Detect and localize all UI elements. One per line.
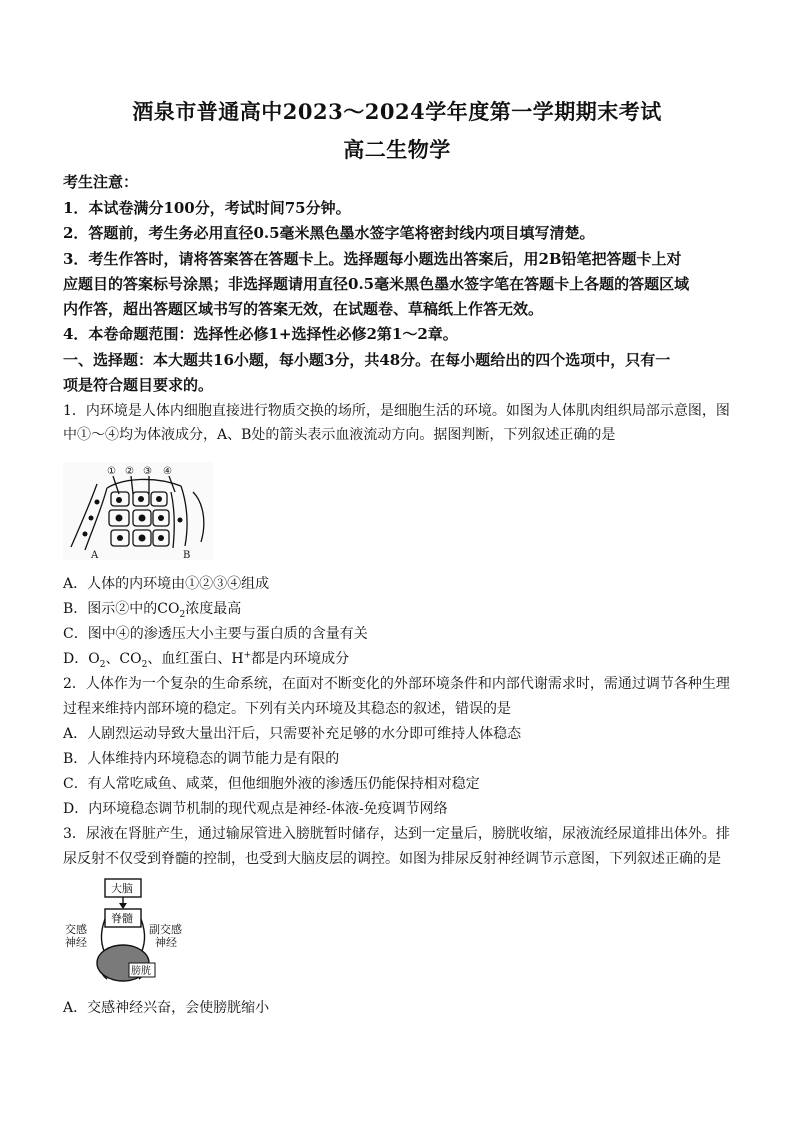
notice-item-3-cont-2: 内作答，超出答题区域书写的答案无效，在试题卷、草稿纸上作答无效。: [63, 300, 544, 318]
blood-cell: [89, 516, 94, 521]
q2-stem-line-2: 过程来维持内部环境的稳定。下列有关内环境及其稳态的叙述，错误的是: [63, 701, 511, 717]
q1-stem-line-1: 1．内环境是人体内细胞直接进行物质交换的场所，是细胞生活的环境。如图为人体肌肉组织局部示意图，图: [63, 403, 730, 419]
q2-option-c: C．有人常吃咸鱼、咸菜，但他细胞外液的渗透压仍能保持相对稳定: [63, 776, 480, 792]
q1-option-d-text-4: 都是内环境成分: [251, 651, 350, 667]
label-brain: 大脑: [111, 882, 133, 895]
cell-nucleus: [158, 515, 164, 521]
q1-option-b: [63, 599, 241, 619]
muscle-tissue-figure: [63, 462, 213, 560]
cell-nucleus: [156, 496, 162, 502]
q1-stem-line-2: 中①～④均为体液成分，A、B处的箭头表示血液流动方向。据图判断，下列叙述正确的是: [63, 427, 616, 443]
cell-nucleus: [139, 535, 146, 542]
notice-item-3-cont-1: 应题目的答案标号涂黑；非选择题请用直径0.5毫米黑色墨水签字笔在答题卡上各题的答题区域: [63, 275, 690, 293]
label-bladder: 膀胱: [131, 966, 151, 977]
q3-stem-line-1: 3．尿液在肾脏产生，通过输尿管进入膀胱暂时储存，达到一定量后，膀胱收缩，尿液流经尿道排出体外。排: [63, 826, 730, 842]
q1-option-a: A．人体的内环境由①②③④组成: [63, 576, 270, 592]
q1-option-d-sup: +: [243, 650, 252, 661]
label-2: ②: [125, 466, 134, 477]
label-parasympathetic-1: 副交感: [149, 923, 182, 936]
q2-option-d: D．内环境稳态调节机制的现代观点是神经-体液-免疫调节网络: [63, 801, 448, 817]
q1-option-d-text-2: 、CO: [105, 651, 142, 667]
label-sympathetic-2: 神经: [65, 936, 87, 949]
blood-cell: [178, 518, 183, 523]
notice-item-4: 4．本卷命题范围：选择性必修1+选择性必修2第1～2章。: [63, 325, 458, 343]
notice-item-3: 3．考生作答时，请将答案答在答题卡上。选择题每小题选出答案后，用2B铅笔把答题卡上对: [63, 250, 682, 268]
q1-option-b-sub: 2: [179, 609, 186, 620]
cell-nucleus: [138, 496, 144, 502]
q1-option-b-text-1: B．图示②中的CO: [63, 601, 180, 617]
q1-option-d-text-1: D．O: [63, 651, 100, 667]
notice-item-1: 1．本试卷满分100分，考试时间75分钟。: [63, 199, 351, 217]
notice-heading: 考生注意：: [63, 173, 139, 191]
q1-option-d-sub-2: 2: [141, 659, 148, 670]
label-3: ③: [143, 466, 152, 477]
arrow-down-icon: [119, 903, 127, 909]
label-b: B: [183, 550, 191, 560]
q1-option-d: [63, 649, 349, 669]
cell-nucleus: [116, 497, 122, 503]
cell-nucleus: [117, 535, 123, 541]
q2-option-a: A．人剧烈运动导致大量出汗后，只需要补充足够的水分即可维持人体稳态: [63, 726, 522, 742]
blood-cell: [83, 532, 88, 537]
label-a: A: [91, 550, 99, 560]
cell-nucleus: [139, 515, 146, 522]
label-spinal-cord: 脊髓: [111, 912, 133, 925]
label-1: ①: [107, 466, 116, 477]
figure-background: [63, 462, 213, 560]
exam-title: 酒泉市普通高中2023～2024学年度第一学期期末考试: [132, 99, 662, 124]
q3-option-a: A．交感神经兴奋，会使膀胱缩小: [63, 1000, 270, 1016]
q1-option-d-sub-1: 2: [99, 659, 106, 670]
micturition-reflex-figure: [63, 875, 203, 985]
section-header: 一、选择题：本大题共16小题，每小题3分，共48分。在每小题给出的四个选项中，只有一: [63, 351, 671, 369]
exam-subtitle: 高二生物学: [343, 137, 451, 162]
cell-nucleus: [116, 515, 123, 522]
label-parasympathetic-2: 神经: [155, 936, 177, 949]
q2-stem-line-1: 2．人体作为一个复杂的生命系统，在面对不断变化的外部环境条件和内部代谢需求时，需通过调节各种生理: [63, 676, 730, 692]
section-header-cont: 项是符合题目要求的。: [63, 376, 214, 394]
q1-option-d-text-3: 、血红蛋白、H: [147, 651, 244, 667]
cell-nucleus: [158, 535, 164, 541]
q1-option-c: C．图中④的渗透压大小主要与蛋白质的含量有关: [63, 626, 368, 642]
label-4: ④: [163, 466, 172, 477]
blood-cell: [95, 500, 100, 505]
q3-stem-line-2: 尿反射不仅受到脊髓的控制，也受到大脑皮层的调控。如图为排尿反射神经调节示意图，下列叙述正确的是: [63, 851, 721, 867]
q2-option-b: B．人体维持内环境稳态的调节能力是有限的: [63, 751, 340, 767]
q1-option-b-text-2: 浓度最高: [185, 601, 242, 617]
label-sympathetic-1: 交感: [65, 923, 87, 936]
notice-item-2: 2．答题前，考生务必用直径0.5毫米黑色墨水签字笔将密封线内项目填写清楚。: [63, 224, 595, 242]
